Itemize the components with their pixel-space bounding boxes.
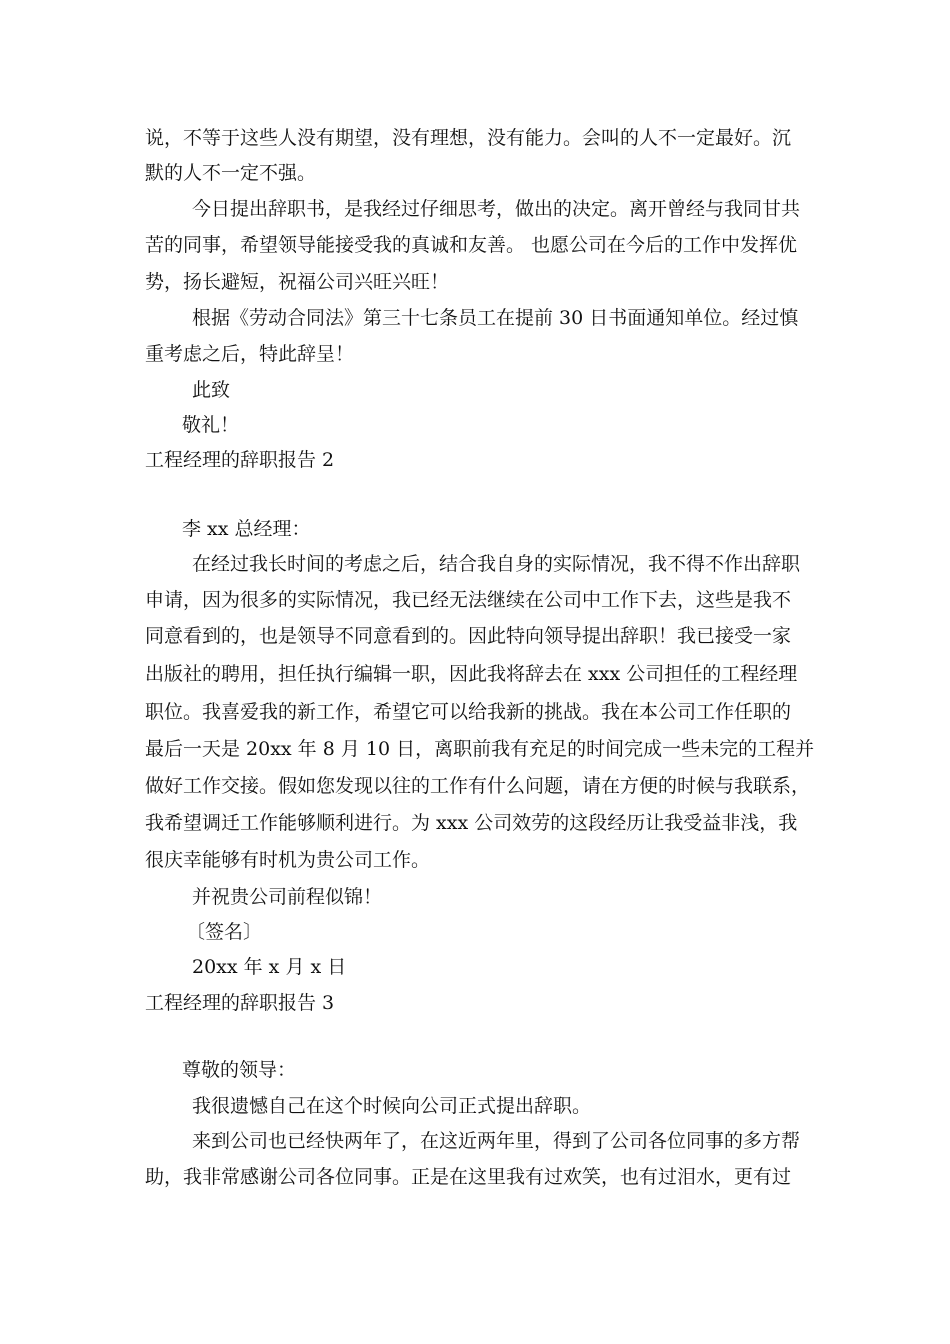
text-line: 我很遗憾自己在这个时候向公司正式提出辞职。 — [192, 1095, 592, 1117]
text-line: 重考虑之后，特此辞呈！ — [145, 343, 355, 365]
text-line: 同意看到的，也是领导不同意看到的。因此特向领导提出辞职！我已接受一家 — [145, 625, 792, 647]
letter-addressee: 尊敬的领导： — [182, 1059, 297, 1081]
text-line: 今日提出辞职书，是我经过仔细思考，做出的决定。离开曾经与我同甘共 — [192, 198, 801, 220]
text-line: 很庆幸能够有时机为贵公司工作。 — [145, 849, 431, 871]
signature-placeholder: 〔签名〕 — [186, 921, 263, 943]
text-line: 势，扬长避短，祝福公司兴旺兴旺！ — [145, 271, 450, 293]
text-line: 来到公司也已经快两年了，在这近两年里，得到了公司各位同事的多方帮 — [192, 1130, 801, 1152]
text-line: 做好工作交接。假如您发现以往的工作有什么问题，请在方便的时候与我联系， — [145, 775, 811, 797]
text-line: 根据《劳动合同法》第三十七条员工在提前 30 日书面通知单位。经过慎 — [192, 307, 799, 329]
text-line: 最后一天是 20xx 年 8 月 10 日，离职前我有充足的时间完成一些未完的工程并 — [145, 738, 815, 760]
closing-wish: 并祝贵公司前程似锦！ — [192, 886, 383, 908]
text-line: 申请，因为很多的实际情况，我已经无法继续在公司中工作下去，这些是我不 — [145, 589, 792, 611]
text-line: 说，不等于这些人没有期望，没有理想，没有能力。会叫的人不一定最好。沉 — [145, 127, 792, 149]
text-line: 在经过我长时间的考虑之后，结合我自身的实际情况，我不得不作出辞职 — [192, 553, 801, 575]
text-line: 职位。我喜爱我的新工作，希望它可以给我新的挑战。我在本公司工作任职的 — [145, 701, 792, 723]
closing-regards: 敬礼！ — [182, 414, 240, 436]
text-line: 苦的同事，希望领导能接受我的真诚和友善。 也愿公司在今后的工作中发挥优 — [145, 234, 798, 256]
letter-date: 20xx 年 x 月 x 日 — [192, 956, 347, 978]
text-line: 出版社的聘用，担任执行编辑一职，因此我将辞去在 xxx 公司担任的工程经理 — [145, 663, 798, 685]
section-heading: 工程经理的辞职报告 2 — [145, 449, 335, 471]
text-line: 默的人不一定不强。 — [145, 162, 317, 184]
letter-addressee: 李 xx 总经理： — [182, 518, 311, 540]
section-heading: 工程经理的辞职报告 3 — [145, 992, 335, 1014]
text-line: 助，我非常感谢公司各位同事。正是在这里我有过欢笑，也有过泪水，更有过 — [145, 1166, 792, 1188]
text-line: 我希望调迁工作能够顺利进行。为 xxx 公司效劳的这段经历让我受益非浅，我 — [145, 812, 798, 834]
closing-salutation: 此致 — [192, 379, 231, 401]
